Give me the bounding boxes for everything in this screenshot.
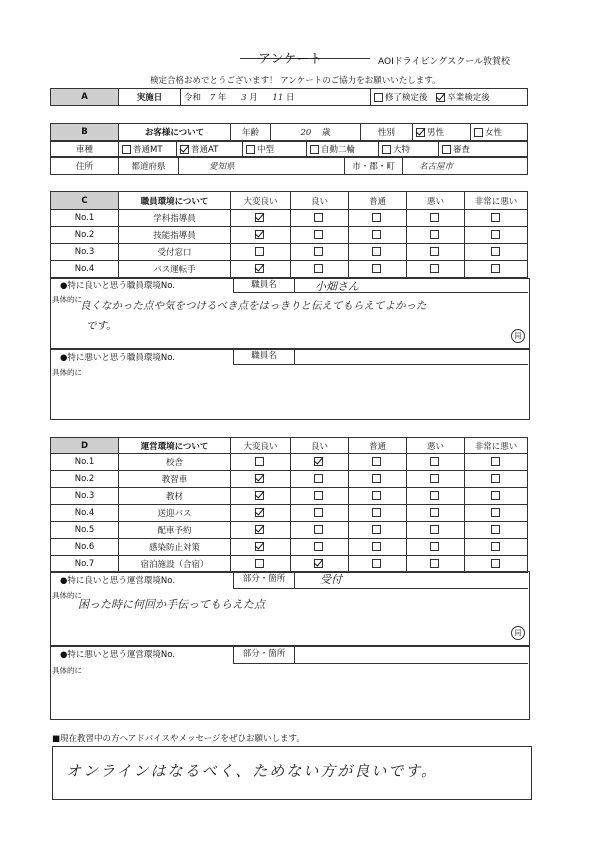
checkbox-checked-icon[interactable] bbox=[255, 213, 264, 222]
checkbox-checked-icon[interactable] bbox=[436, 93, 445, 102]
checkbox-icon[interactable] bbox=[372, 542, 381, 551]
rating-cell bbox=[465, 210, 528, 227]
address-label: 住所 bbox=[51, 158, 119, 175]
checkbox-icon[interactable] bbox=[122, 145, 131, 154]
row-no: No.1 bbox=[51, 210, 119, 227]
rating-cell bbox=[407, 244, 465, 261]
rating-cell bbox=[231, 539, 291, 556]
row-name: 送迎バス bbox=[119, 505, 231, 522]
city-label: 市・郡・町 bbox=[345, 158, 403, 175]
vehicle-option bbox=[243, 142, 307, 157]
rating-cell bbox=[407, 556, 465, 573]
rating-cell bbox=[291, 261, 349, 278]
checkbox-checked-icon[interactable] bbox=[255, 491, 264, 500]
row-no: No.2 bbox=[51, 471, 119, 488]
row-name: 教材 bbox=[119, 488, 231, 505]
table-row bbox=[51, 539, 528, 556]
table-row bbox=[51, 488, 528, 505]
rating-cell bbox=[291, 505, 349, 522]
checkbox-checked-icon[interactable] bbox=[180, 145, 189, 154]
row-no: No.3 bbox=[51, 244, 119, 261]
row-no: No.6 bbox=[51, 539, 119, 556]
checkbox-checked-icon[interactable] bbox=[255, 542, 264, 551]
month-unit: 月 bbox=[249, 93, 258, 103]
day-unit: 日 bbox=[285, 93, 295, 103]
d-bad-label: ●特に悪いと思う運営環境No. bbox=[60, 650, 176, 660]
row-name: 学科指導員 bbox=[119, 210, 231, 227]
table-row bbox=[51, 471, 528, 488]
city-value[interactable]: 名古屋市 bbox=[403, 158, 528, 175]
checkbox-icon[interactable] bbox=[491, 559, 500, 568]
c-bad-label: ●特に悪いと思う職員環境No. bbox=[60, 353, 176, 363]
rating-cell bbox=[407, 505, 465, 522]
section-a-table bbox=[50, 88, 528, 106]
male-label: 男性 bbox=[427, 128, 445, 138]
checkbox-icon[interactable] bbox=[310, 145, 319, 154]
rating-cell bbox=[231, 471, 291, 488]
checkbox-icon[interactable] bbox=[374, 93, 383, 102]
section-d-table bbox=[50, 437, 528, 573]
checkbox-icon[interactable] bbox=[430, 213, 439, 222]
checkbox-icon[interactable] bbox=[382, 145, 391, 154]
rating-cell bbox=[465, 471, 528, 488]
female-option bbox=[471, 124, 528, 141]
rating-cell bbox=[231, 244, 291, 261]
c-bad-detail-label: 具体的に bbox=[52, 368, 82, 377]
vehicle-option bbox=[177, 142, 243, 157]
vehicle-label-text: 中型 bbox=[257, 145, 275, 155]
rating-cell bbox=[407, 522, 465, 539]
rating-cell bbox=[407, 261, 465, 278]
section-d-letter: D bbox=[51, 438, 119, 454]
checkbox-icon[interactable] bbox=[442, 145, 451, 154]
c-bad-staff-underline bbox=[293, 364, 528, 365]
rating-cell bbox=[407, 488, 465, 505]
checkbox-icon[interactable] bbox=[246, 145, 255, 154]
table-row bbox=[51, 522, 528, 539]
col-header: 悪い bbox=[407, 192, 465, 210]
row-no: No.5 bbox=[51, 522, 119, 539]
rating-cell bbox=[407, 539, 465, 556]
checkbox-icon[interactable] bbox=[430, 457, 439, 466]
row-no: No.2 bbox=[51, 227, 119, 244]
table-row bbox=[51, 227, 528, 244]
rating-cell bbox=[465, 488, 528, 505]
era-label: 令和 bbox=[184, 93, 202, 103]
row-name: 配車予約 bbox=[119, 522, 231, 539]
year-value[interactable]: 7 bbox=[209, 93, 216, 103]
checkbox-icon[interactable] bbox=[314, 474, 323, 483]
c-good-staff-value[interactable]: 小畑さん bbox=[315, 280, 359, 293]
exam-type-field bbox=[371, 89, 528, 106]
checkbox-icon[interactable] bbox=[491, 508, 500, 517]
section-b-letter: B bbox=[51, 124, 119, 141]
c-detail-label: 具体的に bbox=[52, 295, 82, 304]
rating-cell bbox=[407, 210, 465, 227]
checkbox-icon[interactable] bbox=[314, 491, 323, 500]
row-no: No.4 bbox=[51, 261, 119, 278]
checkbox-icon[interactable] bbox=[372, 508, 381, 517]
checkbox-icon[interactable] bbox=[430, 508, 439, 517]
table-row bbox=[51, 210, 528, 227]
rating-cell bbox=[465, 505, 528, 522]
checkbox-icon[interactable] bbox=[372, 474, 381, 483]
rating-cell bbox=[407, 454, 465, 471]
vehicle-option bbox=[379, 142, 439, 157]
sex-label: 性別 bbox=[361, 124, 413, 141]
rating-cell bbox=[349, 261, 407, 278]
checkbox-icon[interactable] bbox=[372, 213, 381, 222]
vehicle-option bbox=[307, 142, 379, 157]
checkbox-icon[interactable] bbox=[255, 457, 264, 466]
rating-cell bbox=[231, 210, 291, 227]
checkbox-icon[interactable] bbox=[314, 264, 323, 273]
checkbox-icon[interactable] bbox=[314, 247, 323, 256]
checkbox-icon[interactable] bbox=[491, 457, 500, 466]
col-header: 良い bbox=[291, 438, 349, 454]
message-text[interactable]: オンラインはなるべく、ためない方が良いです。 bbox=[66, 762, 439, 780]
checkbox-icon[interactable] bbox=[372, 264, 381, 273]
checkbox-icon[interactable] bbox=[491, 542, 500, 551]
row-no: No.4 bbox=[51, 505, 119, 522]
age-value[interactable]: 20 bbox=[300, 128, 312, 138]
rating-cell bbox=[465, 454, 528, 471]
checkbox-icon[interactable] bbox=[430, 230, 439, 239]
section-b-vehicle-row bbox=[50, 141, 528, 157]
rating-cell bbox=[231, 556, 291, 573]
rating-cell bbox=[291, 488, 349, 505]
d-place-label: 部分・箇所 bbox=[233, 571, 295, 589]
checkbox-icon[interactable] bbox=[314, 542, 323, 551]
section-d-label: 運営環境について bbox=[119, 438, 231, 454]
school-name: AOIドライビングスクール敦賀校 bbox=[378, 57, 511, 67]
rating-cell bbox=[349, 488, 407, 505]
day-value[interactable]: 11 bbox=[272, 93, 284, 103]
col-header: 良い bbox=[291, 192, 349, 210]
c-good-detail-line1[interactable]: 良くなかった点や気をつけるべき点をはっきりと伝えてもらえてよかった bbox=[80, 300, 427, 312]
rating-cell bbox=[231, 454, 291, 471]
section-a-label: 実施日 bbox=[119, 89, 181, 106]
rating-cell bbox=[465, 261, 528, 278]
rating-cell bbox=[349, 210, 407, 227]
rating-cell bbox=[465, 244, 528, 261]
pref-label: 都道府県 bbox=[119, 158, 179, 175]
female-label: 女性 bbox=[485, 128, 503, 138]
month-value[interactable]: 3 bbox=[241, 93, 247, 103]
checkbox-icon[interactable] bbox=[430, 542, 439, 551]
rating-cell bbox=[349, 556, 407, 573]
rating-cell bbox=[231, 522, 291, 539]
section-b-address-row bbox=[50, 157, 528, 175]
col-header: 悪い bbox=[407, 438, 465, 454]
rating-cell bbox=[291, 244, 349, 261]
rating-cell bbox=[465, 227, 528, 244]
row-name: 校舎 bbox=[119, 454, 231, 471]
checkbox-icon[interactable] bbox=[474, 128, 483, 137]
rating-cell bbox=[231, 261, 291, 278]
rating-cell bbox=[349, 454, 407, 471]
vehicle-label-text: 大特 bbox=[393, 145, 411, 155]
row-name: 宿泊施設（合宿） bbox=[119, 556, 231, 573]
d-good-label: ●特に良いと思う運営環境No. bbox=[60, 576, 176, 586]
checkbox-icon[interactable] bbox=[430, 264, 439, 273]
rating-cell bbox=[465, 522, 528, 539]
vehicle-option bbox=[439, 142, 528, 157]
rating-cell bbox=[349, 505, 407, 522]
opt-shuryo-label: 修了検定後 bbox=[385, 93, 428, 103]
col-header: 普通 bbox=[349, 438, 407, 454]
rating-cell bbox=[349, 244, 407, 261]
section-b-row1 bbox=[50, 123, 528, 141]
rating-cell bbox=[291, 210, 349, 227]
checkbox-icon[interactable] bbox=[430, 247, 439, 256]
vehicle-option bbox=[119, 142, 177, 157]
col-header: 大変良い bbox=[231, 438, 291, 454]
rating-cell bbox=[349, 522, 407, 539]
age-unit: 歳 bbox=[322, 128, 331, 138]
rating-cell bbox=[465, 539, 528, 556]
checkbox-icon[interactable] bbox=[491, 264, 500, 273]
vehicle-label: 車種 bbox=[51, 142, 119, 157]
rating-cell bbox=[291, 522, 349, 539]
row-name: 感染防止対策 bbox=[119, 539, 231, 556]
d-place-underline bbox=[293, 588, 528, 589]
checkbox-icon[interactable] bbox=[491, 525, 500, 534]
checkbox-icon[interactable] bbox=[372, 230, 381, 239]
vehicle-label-text: 審査 bbox=[453, 145, 471, 155]
rating-cell bbox=[465, 556, 528, 573]
col-header: 大変良い bbox=[231, 192, 291, 210]
checkbox-checked-icon[interactable] bbox=[416, 128, 425, 137]
age-label: 年齢 bbox=[231, 124, 271, 141]
table-row bbox=[51, 505, 528, 522]
intro-text: 検定合格おめでとうございます！ アンケートのご協力をお願いいたします。 bbox=[150, 76, 441, 86]
checkbox-icon[interactable] bbox=[372, 457, 381, 466]
vehicle-label-text: 普通AT bbox=[191, 145, 219, 155]
row-name: 教習車 bbox=[119, 471, 231, 488]
row-name: バス運転手 bbox=[119, 261, 231, 278]
rating-cell bbox=[349, 227, 407, 244]
vehicle-label-text: 自動二輪 bbox=[321, 145, 356, 155]
row-no: No.3 bbox=[51, 488, 119, 505]
table-row bbox=[51, 556, 528, 573]
year-unit: 年 bbox=[217, 93, 227, 103]
d-good-place-value[interactable]: 受付 bbox=[320, 573, 342, 586]
c-staff-label: 職員名 bbox=[233, 278, 295, 293]
rating-cell bbox=[291, 471, 349, 488]
checkbox-icon[interactable] bbox=[314, 508, 323, 517]
d-bad-detail-label: 具体的に bbox=[52, 666, 82, 675]
checkbox-icon[interactable] bbox=[372, 247, 381, 256]
d-bad-place-underline bbox=[293, 663, 528, 664]
table-row bbox=[51, 244, 528, 261]
checkbox-checked-icon[interactable] bbox=[255, 474, 264, 483]
vehicle-label-text: 普通MT bbox=[133, 145, 163, 155]
c-bad-staff-label: 職員名 bbox=[233, 348, 295, 365]
checkbox-icon[interactable] bbox=[255, 559, 264, 568]
row-name: 技能指導員 bbox=[119, 227, 231, 244]
rating-cell bbox=[349, 539, 407, 556]
checkbox-icon[interactable] bbox=[491, 474, 500, 483]
section-c-table bbox=[50, 191, 528, 278]
checkbox-icon[interactable] bbox=[314, 525, 323, 534]
rating-cell bbox=[291, 227, 349, 244]
rating-cell bbox=[231, 227, 291, 244]
checkbox-icon[interactable] bbox=[372, 491, 381, 500]
checkbox-icon[interactable] bbox=[372, 559, 381, 568]
checkbox-icon[interactable] bbox=[491, 247, 500, 256]
checkbox-icon[interactable] bbox=[255, 247, 264, 256]
checkbox-icon[interactable] bbox=[430, 474, 439, 483]
rating-cell bbox=[231, 488, 291, 505]
c-good-detail-line2[interactable]: です。 bbox=[86, 320, 117, 332]
pref-value[interactable]: 愛知県 bbox=[179, 158, 345, 175]
checkbox-icon[interactable] bbox=[430, 525, 439, 534]
section-b-label: お客様について bbox=[119, 124, 231, 141]
checkbox-checked-icon[interactable] bbox=[255, 508, 264, 517]
checkbox-checked-icon[interactable] bbox=[314, 559, 323, 568]
checkbox-checked-icon[interactable] bbox=[255, 525, 264, 534]
checkbox-icon[interactable] bbox=[314, 213, 323, 222]
form-title: アンケート bbox=[258, 52, 323, 67]
d-good-detail[interactable]: 困った時に何回か手伝ってもらえた点 bbox=[78, 598, 265, 611]
rating-cell bbox=[291, 556, 349, 573]
checkbox-icon[interactable] bbox=[372, 525, 381, 534]
age-field bbox=[271, 124, 361, 141]
rating-cell bbox=[407, 227, 465, 244]
checkbox-icon[interactable] bbox=[491, 230, 500, 239]
row-name: 受付窓口 bbox=[119, 244, 231, 261]
col-header: 普通 bbox=[349, 192, 407, 210]
rating-cell bbox=[407, 471, 465, 488]
d-bad-place-label: 部分・箇所 bbox=[233, 645, 295, 664]
male-option bbox=[413, 124, 471, 141]
checkbox-icon[interactable] bbox=[430, 491, 439, 500]
checkbox-icon[interactable] bbox=[314, 230, 323, 239]
stamp-icon: 同 bbox=[511, 626, 525, 640]
c-good-label: ●特に良いと思う職員環境No. bbox=[60, 281, 176, 291]
table-row bbox=[51, 261, 528, 278]
stamp-icon: 同 bbox=[511, 329, 525, 343]
checkbox-icon[interactable] bbox=[491, 213, 500, 222]
row-no: No.1 bbox=[51, 454, 119, 471]
rating-cell bbox=[349, 471, 407, 488]
checkbox-icon[interactable] bbox=[491, 491, 500, 500]
rating-cell bbox=[291, 539, 349, 556]
section-a-letter: A bbox=[51, 89, 119, 106]
opt-sotsugyo-label: 卒業検定後 bbox=[447, 93, 490, 103]
rating-cell bbox=[291, 454, 349, 471]
col-header: 非常に悪い bbox=[465, 438, 528, 454]
row-no: No.7 bbox=[51, 556, 119, 573]
rating-cell bbox=[231, 505, 291, 522]
checkbox-checked-icon[interactable] bbox=[314, 457, 323, 466]
d-detail-label: 具体的に bbox=[52, 591, 82, 600]
section-c-letter: C bbox=[51, 192, 119, 210]
checkbox-checked-icon[interactable] bbox=[255, 230, 264, 239]
checkbox-icon[interactable] bbox=[430, 559, 439, 568]
table-row bbox=[51, 454, 528, 471]
message-label: ■現在教習中の方へアドバイスやメッセージをぜひお願いします。 bbox=[52, 734, 305, 744]
col-header: 非常に悪い bbox=[465, 192, 528, 210]
section-c-label: 職員環境について bbox=[119, 192, 231, 210]
date-field bbox=[181, 89, 371, 106]
checkbox-checked-icon[interactable] bbox=[255, 264, 264, 273]
